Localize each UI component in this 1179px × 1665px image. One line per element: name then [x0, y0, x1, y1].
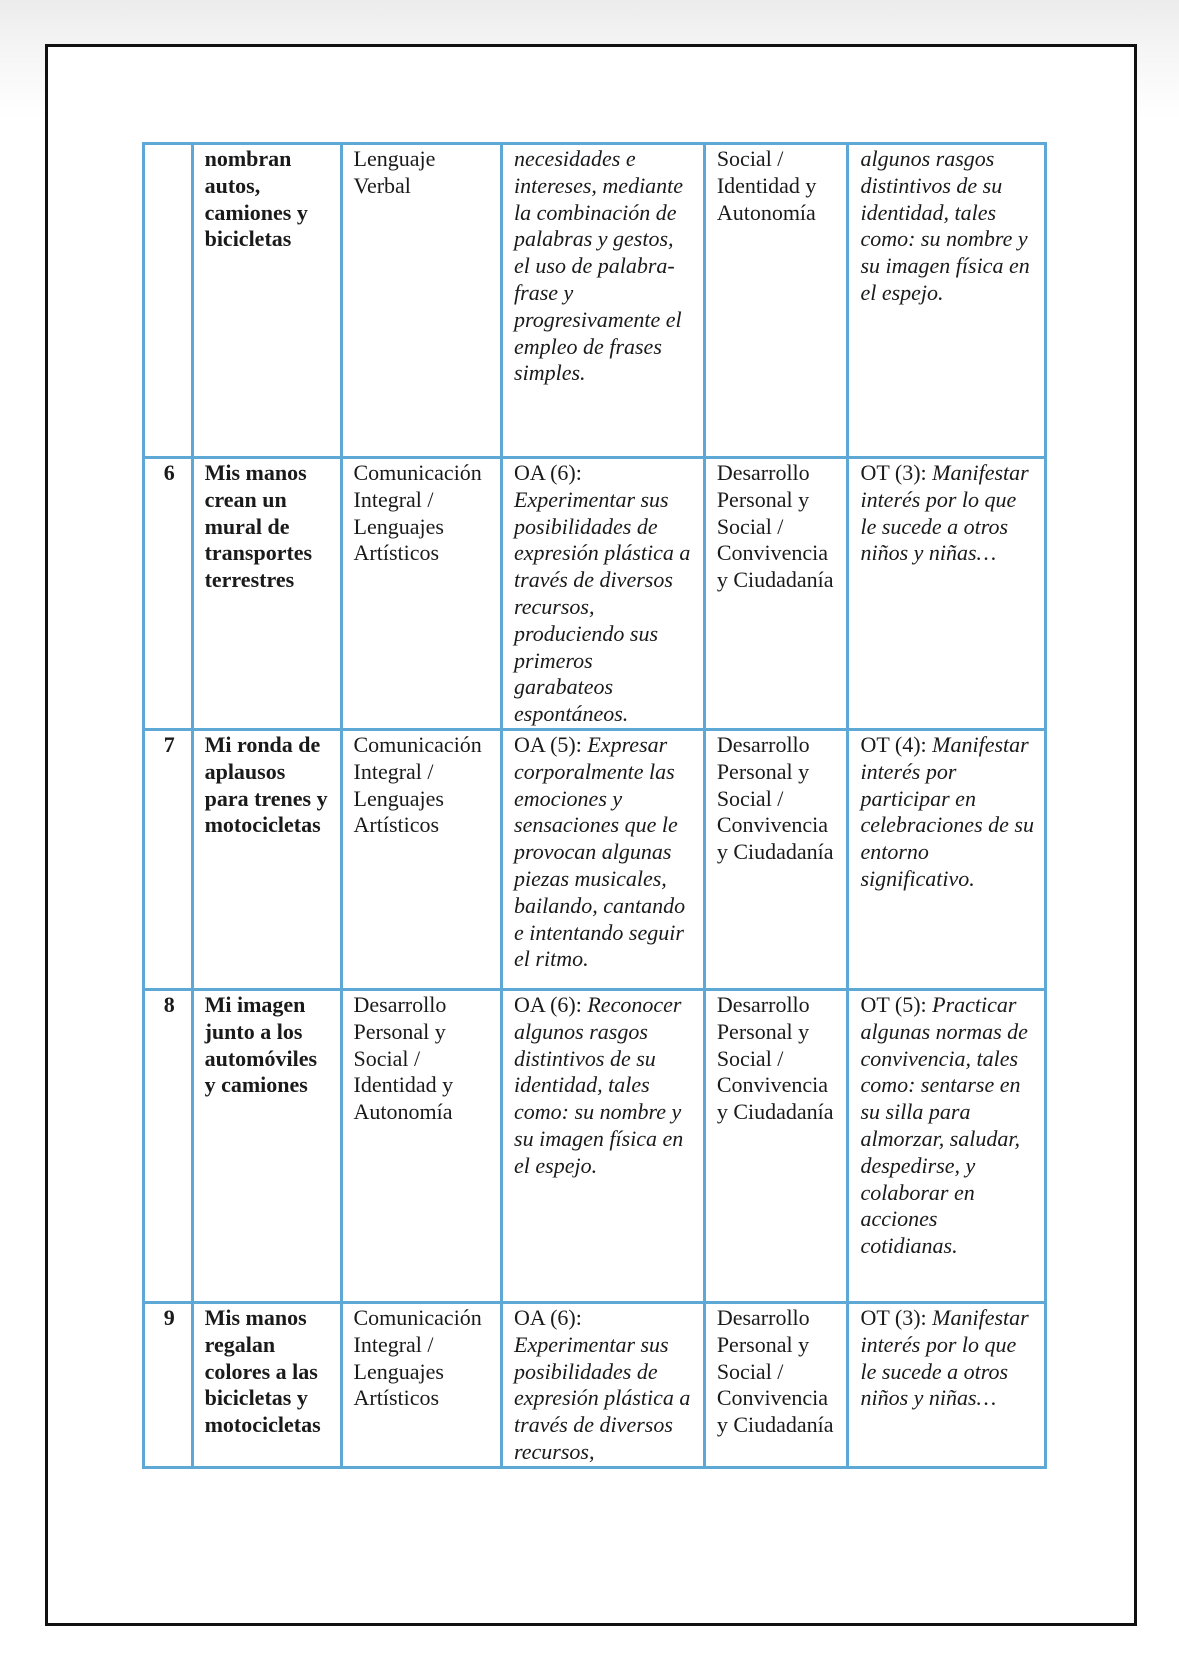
transversal-objective — [848, 729, 1046, 989]
transversal-objective — [848, 144, 1046, 458]
experience-title: Mi ronda de aplausos para trenes y motocicletas — [192, 729, 341, 989]
ot-code: OT (3): — [860, 1304, 927, 1330]
experience-number: 9 — [144, 1302, 193, 1467]
transversal-objective — [848, 989, 1046, 1302]
experience-title: Mis manos crean un mural de transportes terrestres — [192, 458, 341, 730]
table-row — [144, 729, 1046, 989]
transversal-scope: Desarrollo Personal y Social / Convivencia y Ciudadanía — [704, 458, 848, 730]
oa-text: Experimentar sus posibilidades de expresión plástica a través de diversos recursos, produciendo sus primeros garabateos espontáneos. — [514, 486, 691, 727]
ot-text: algunos rasgos distintivos de su identidad, tales como: su nombre y su imagen física en el espejo. — [860, 146, 1030, 305]
ot-text: Manifestar interés por lo que le sucede a otros niños y niñas… — [860, 1304, 1029, 1411]
learning-objective — [502, 989, 705, 1302]
oa-code: OA (6): — [514, 1304, 582, 1330]
learning-scope: Comunicación Integral / Lenguajes Artísticos — [341, 458, 502, 730]
oa-code: OA (6): — [514, 991, 582, 1017]
ot-text: Manifestar interés por participar en celebraciones de su entorno significativo. — [860, 731, 1034, 891]
table-body — [144, 144, 1046, 1468]
ot-text: Manifestar interés por lo que le sucede a otros niños y niñas… — [860, 460, 1029, 566]
oa-code: OA (6): — [514, 460, 582, 485]
experience-title: Mis manos regalan colores a las bicicletas y motocicletas — [192, 1302, 341, 1467]
experience-number — [144, 144, 193, 458]
learning-objective — [502, 458, 705, 730]
ot-code: OT (4): — [860, 731, 927, 757]
oa-code: OA (5): — [514, 731, 582, 757]
transversal-scope: Desarrollo Personal y Social / Convivencia y Ciudadanía — [704, 729, 848, 989]
oa-text: Experimentar sus posibilidades de expresión plástica a través de diversos recursos, — [514, 1331, 691, 1464]
transversal-scope: Social / Identidad y Autonomía — [704, 144, 848, 458]
experience-title: Mi imagen junto a los automóviles y camiones — [192, 989, 341, 1302]
ot-code: OT (5): — [860, 991, 927, 1017]
ot-text: Practicar algunas normas de convivencia, tales como: sentarse en su silla para almorzar, saludar, despedirse, y colaborar en acciones cotidianas. — [860, 991, 1028, 1259]
learning-scope: Comunicación Integral / Lenguajes Artísticos — [341, 1302, 502, 1467]
document-page — [45, 44, 1137, 1626]
table-row — [144, 144, 1046, 458]
learning-objective — [502, 144, 705, 458]
table-row — [144, 458, 1046, 730]
experience-title: nombran autos, camiones y bicicletas — [192, 144, 341, 458]
oa-text: Expresar corporalmente las emociones y sensaciones que le provocan algunas piezas musicales, bailando, cantando e intentando seguir el ritmo. — [514, 731, 686, 972]
transversal-scope: Desarrollo Personal y Social / Convivencia y Ciudadanía — [704, 989, 848, 1302]
learning-scope: Comunicación Integral / Lenguajes Artísticos — [341, 729, 502, 989]
experience-number: 6 — [144, 458, 193, 730]
oa-text: Reconocer algunos rasgos distintivos de su identidad, tales como: su nombre y su imagen física en el espejo. — [514, 991, 684, 1178]
transversal-objective — [848, 458, 1046, 730]
planning-table — [142, 142, 1047, 1469]
experience-number: 7 — [144, 729, 193, 989]
table-row — [144, 1302, 1046, 1467]
experience-number: 8 — [144, 989, 193, 1302]
ot-code: OT (3): — [860, 460, 927, 485]
learning-scope: Desarrollo Personal y Social / Identidad y Autonomía — [341, 989, 502, 1302]
table-row — [144, 989, 1046, 1302]
learning-scope: Lenguaje Verbal — [341, 144, 502, 458]
transversal-scope: Desarrollo Personal y Social / Convivencia y Ciudadanía — [704, 1302, 848, 1467]
learning-objective — [502, 1302, 705, 1467]
learning-objective — [502, 729, 705, 989]
oa-text: necesidades e intereses, mediante la combinación de palabras y gestos, el uso de palabra-frase y progresivamente el empleo de frases simples. — [514, 146, 684, 386]
transversal-objective — [848, 1302, 1046, 1467]
